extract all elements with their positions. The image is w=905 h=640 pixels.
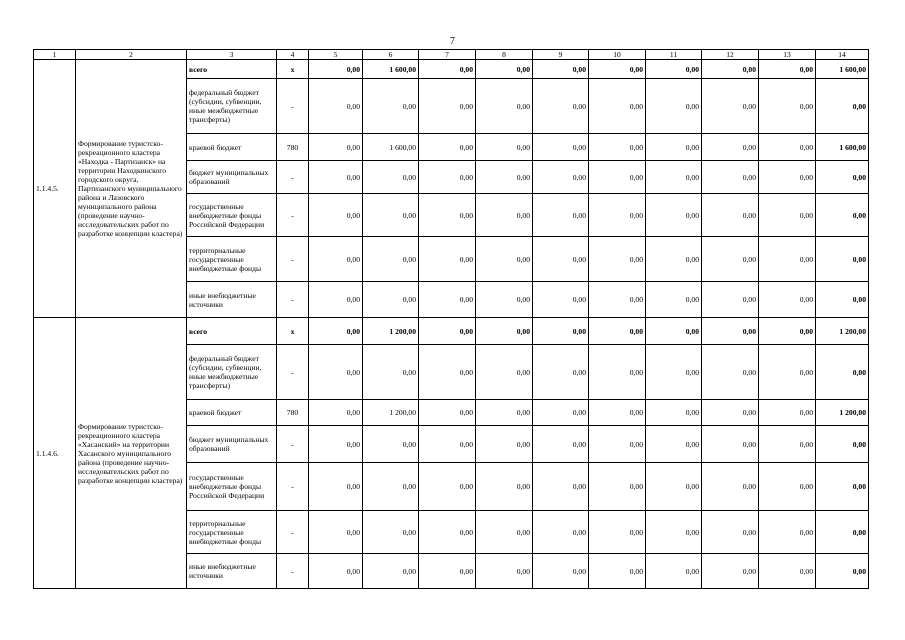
amount-cell: 0,00	[476, 134, 533, 161]
amount-cell: 0,00	[702, 318, 759, 345]
amount-cell: 0,00	[476, 161, 533, 194]
amount-cell: 0,00	[419, 400, 476, 426]
header-cell: 7	[419, 50, 476, 60]
amount-cell: 0,00	[646, 554, 702, 589]
budget-code: х	[277, 60, 309, 79]
amount-cell: 0,00	[533, 79, 589, 134]
amount-cell: 0,00	[646, 79, 702, 134]
amount-cell: 0,00	[759, 60, 816, 79]
measure-name: Формирование туристско-рекреационного кластера «Хасанский» на территории Хасанского муниципального района (проведение научно-исследовательских работ по разработке концепции кластера)	[76, 318, 187, 589]
amount-cell: 0,00	[309, 134, 363, 161]
amount-cell: 0,00	[702, 161, 759, 194]
row-code: 1.1.4.5.	[34, 60, 76, 318]
funding-source: краевой бюджет	[187, 134, 277, 161]
amount-cell: 0,00	[816, 426, 869, 463]
budget-code: -	[277, 463, 309, 511]
amount-cell: 0,00	[816, 511, 869, 554]
amount-cell: 0,00	[759, 345, 816, 400]
amount-cell: 1 600,00	[363, 60, 419, 79]
amount-cell: 0,00	[309, 345, 363, 400]
header-row	[34, 50, 869, 60]
amount-cell: 0,00	[589, 237, 646, 282]
amount-cell: 0,00	[759, 134, 816, 161]
amount-cell: 0,00	[476, 318, 533, 345]
funding-source: всего	[187, 318, 277, 345]
amount-cell: 0,00	[816, 282, 869, 318]
amount-cell: 0,00	[533, 134, 589, 161]
amount-cell: 0,00	[533, 345, 589, 400]
amount-cell: 0,00	[646, 400, 702, 426]
budget-code: -	[277, 237, 309, 282]
amount-cell: 0,00	[702, 400, 759, 426]
amount-cell: 0,00	[419, 161, 476, 194]
header-cell: 14	[816, 50, 869, 60]
funding-source: федеральный бюджет (субсидии, субвенции, иные межбюджетные трансферты)	[187, 345, 277, 400]
header-cell: 5	[309, 50, 363, 60]
amount-cell: 0,00	[646, 237, 702, 282]
amount-cell: 0,00	[419, 60, 476, 79]
header-cell: 11	[646, 50, 702, 60]
budget-code: х	[277, 318, 309, 345]
header-cell: 4	[277, 50, 309, 60]
amount-cell: 0,00	[646, 60, 702, 79]
amount-cell: 0,00	[476, 194, 533, 237]
amount-cell: 0,00	[702, 134, 759, 161]
amount-cell: 0,00	[589, 60, 646, 79]
amount-cell: 0,00	[309, 79, 363, 134]
amount-cell: 0,00	[533, 282, 589, 318]
amount-cell: 0,00	[309, 194, 363, 237]
amount-cell: 0,00	[309, 161, 363, 194]
amount-cell: 0,00	[589, 194, 646, 237]
funding-source: федеральный бюджет (субсидии, субвенции, иные межбюджетные трансферты)	[187, 79, 277, 134]
budget-code: -	[277, 554, 309, 589]
amount-cell: 0,00	[759, 237, 816, 282]
amount-cell: 0,00	[476, 282, 533, 318]
amount-cell: 0,00	[589, 426, 646, 463]
amount-cell: 0,00	[533, 194, 589, 237]
amount-cell: 0,00	[309, 282, 363, 318]
budget-code: -	[277, 426, 309, 463]
amount-cell: 0,00	[363, 161, 419, 194]
amount-cell: 0,00	[759, 463, 816, 511]
amount-cell: 0,00	[363, 194, 419, 237]
budget-code: -	[277, 511, 309, 554]
budget-table	[33, 49, 869, 589]
amount-cell: 0,00	[419, 237, 476, 282]
amount-cell: 0,00	[589, 79, 646, 134]
budget-code: 780	[277, 400, 309, 426]
header-cell: 9	[533, 50, 589, 60]
header-cell: 12	[702, 50, 759, 60]
amount-cell: 0,00	[589, 554, 646, 589]
amount-cell: 0,00	[476, 79, 533, 134]
amount-cell: 0,00	[533, 511, 589, 554]
amount-cell: 0,00	[476, 511, 533, 554]
funding-source: государственные внебюджетные фонды Российской Федерации	[187, 463, 277, 511]
amount-cell: 0,00	[419, 426, 476, 463]
amount-cell: 0,00	[419, 554, 476, 589]
amount-cell: 0,00	[646, 463, 702, 511]
amount-cell: 0,00	[363, 79, 419, 134]
amount-cell: 0,00	[419, 282, 476, 318]
amount-cell: 0,00	[533, 426, 589, 463]
amount-cell: 0,00	[476, 60, 533, 79]
amount-cell: 0,00	[309, 60, 363, 79]
amount-cell: 0,00	[589, 161, 646, 194]
amount-cell: 0,00	[816, 463, 869, 511]
amount-cell: 0,00	[816, 161, 869, 194]
header-cell: 2	[76, 50, 187, 60]
amount-cell: 0,00	[363, 463, 419, 511]
amount-cell: 0,00	[759, 79, 816, 134]
amount-cell: 0,00	[759, 282, 816, 318]
page-number: 7	[450, 36, 455, 47]
amount-cell: 0,00	[646, 161, 702, 194]
amount-cell: 0,00	[419, 134, 476, 161]
amount-cell: 0,00	[816, 237, 869, 282]
amount-cell: 0,00	[702, 79, 759, 134]
amount-cell: 0,00	[702, 282, 759, 318]
header-cell: 1	[34, 50, 76, 60]
amount-cell: 0,00	[419, 345, 476, 400]
header-cell: 3	[187, 50, 277, 60]
funding-source: территориальные государственные внебюджетные фонды	[187, 511, 277, 554]
amount-cell: 0,00	[476, 426, 533, 463]
funding-source: всего	[187, 60, 277, 79]
funding-source: территориальные государственные внебюджетные фонды	[187, 237, 277, 282]
amount-cell: 0,00	[589, 282, 646, 318]
amount-cell: 0,00	[816, 345, 869, 400]
amount-cell: 0,00	[646, 134, 702, 161]
amount-cell: 0,00	[533, 161, 589, 194]
amount-cell: 0,00	[363, 237, 419, 282]
measure-name: Формирование туристско-рекреационного кластера «Находка - Партизанск» на территории Находкинского городского округа, Партизанского муниципального района и Лазовского муниципального района (проведение научно-исследовательских работ по разработке концепции кластера)	[76, 60, 187, 318]
amount-cell: 0,00	[816, 554, 869, 589]
amount-cell: 0,00	[533, 463, 589, 511]
amount-cell: 0,00	[419, 318, 476, 345]
budget-code: -	[277, 79, 309, 134]
amount-cell: 0,00	[646, 194, 702, 237]
funding-source: иные внебюджетные источники	[187, 554, 277, 589]
amount-cell: 0,00	[816, 79, 869, 134]
amount-cell: 0,00	[702, 463, 759, 511]
amount-cell: 0,00	[419, 463, 476, 511]
amount-cell: 0,00	[533, 400, 589, 426]
amount-cell: 0,00	[309, 511, 363, 554]
amount-cell: 0,00	[759, 426, 816, 463]
funding-source: иные внебюджетные источники	[187, 282, 277, 318]
amount-cell: 1 200,00	[816, 318, 869, 345]
header-cell: 13	[759, 50, 816, 60]
table-row	[34, 318, 869, 345]
amount-cell: 0,00	[476, 463, 533, 511]
amount-cell: 0,00	[589, 134, 646, 161]
amount-cell: 0,00	[309, 400, 363, 426]
amount-cell: 0,00	[363, 511, 419, 554]
budget-code: -	[277, 345, 309, 400]
amount-cell: 0,00	[589, 463, 646, 511]
amount-cell: 0,00	[759, 400, 816, 426]
amount-cell: 1 200,00	[816, 400, 869, 426]
amount-cell: 0,00	[589, 511, 646, 554]
amount-cell: 0,00	[533, 318, 589, 345]
amount-cell: 0,00	[759, 554, 816, 589]
amount-cell: 0,00	[702, 345, 759, 400]
amount-cell: 0,00	[646, 426, 702, 463]
amount-cell: 0,00	[816, 194, 869, 237]
amount-cell: 0,00	[309, 318, 363, 345]
amount-cell: 0,00	[702, 194, 759, 237]
amount-cell: 1 200,00	[363, 400, 419, 426]
budget-code: 780	[277, 134, 309, 161]
amount-cell: 0,00	[476, 237, 533, 282]
budget-code: -	[277, 161, 309, 194]
amount-cell: 0,00	[363, 345, 419, 400]
amount-cell: 0,00	[646, 345, 702, 400]
amount-cell: 0,00	[309, 426, 363, 463]
header-cell: 10	[589, 50, 646, 60]
amount-cell: 0,00	[646, 511, 702, 554]
amount-cell: 1 600,00	[816, 60, 869, 79]
amount-cell: 0,00	[309, 554, 363, 589]
amount-cell: 0,00	[702, 60, 759, 79]
amount-cell: 0,00	[476, 345, 533, 400]
amount-cell: 0,00	[419, 79, 476, 134]
amount-cell: 0,00	[533, 60, 589, 79]
amount-cell: 0,00	[419, 511, 476, 554]
amount-cell: 0,00	[702, 554, 759, 589]
amount-cell: 0,00	[533, 554, 589, 589]
amount-cell: 0,00	[476, 400, 533, 426]
amount-cell: 0,00	[702, 237, 759, 282]
amount-cell: 0,00	[589, 345, 646, 400]
funding-source: краевой бюджет	[187, 400, 277, 426]
amount-cell: 0,00	[589, 400, 646, 426]
amount-cell: 0,00	[759, 511, 816, 554]
amount-cell: 0,00	[702, 426, 759, 463]
amount-cell: 0,00	[363, 426, 419, 463]
amount-cell: 0,00	[363, 282, 419, 318]
amount-cell: 0,00	[646, 318, 702, 345]
budget-code: -	[277, 282, 309, 318]
amount-cell: 0,00	[309, 463, 363, 511]
funding-source: бюджет муниципальных образований	[187, 426, 277, 463]
amount-cell: 0,00	[309, 237, 363, 282]
amount-cell: 0,00	[533, 237, 589, 282]
header-cell: 6	[363, 50, 419, 60]
funding-source: бюджет муниципальных образований	[187, 161, 277, 194]
amount-cell: 0,00	[363, 554, 419, 589]
budget-code: -	[277, 194, 309, 237]
amount-cell: 0,00	[759, 318, 816, 345]
table-row	[34, 60, 869, 79]
row-code: 1.1.4.6.	[34, 318, 76, 589]
amount-cell: 0,00	[589, 318, 646, 345]
amount-cell: 0,00	[419, 194, 476, 237]
amount-cell: 1 200,00	[363, 318, 419, 345]
amount-cell: 0,00	[759, 161, 816, 194]
amount-cell: 0,00	[759, 194, 816, 237]
funding-source: государственные внебюджетные фонды Российской Федерации	[187, 194, 277, 237]
amount-cell: 1 600,00	[363, 134, 419, 161]
amount-cell: 1 600,00	[816, 134, 869, 161]
header-cell: 8	[476, 50, 533, 60]
amount-cell: 0,00	[646, 282, 702, 318]
amount-cell: 0,00	[702, 511, 759, 554]
amount-cell: 0,00	[476, 554, 533, 589]
